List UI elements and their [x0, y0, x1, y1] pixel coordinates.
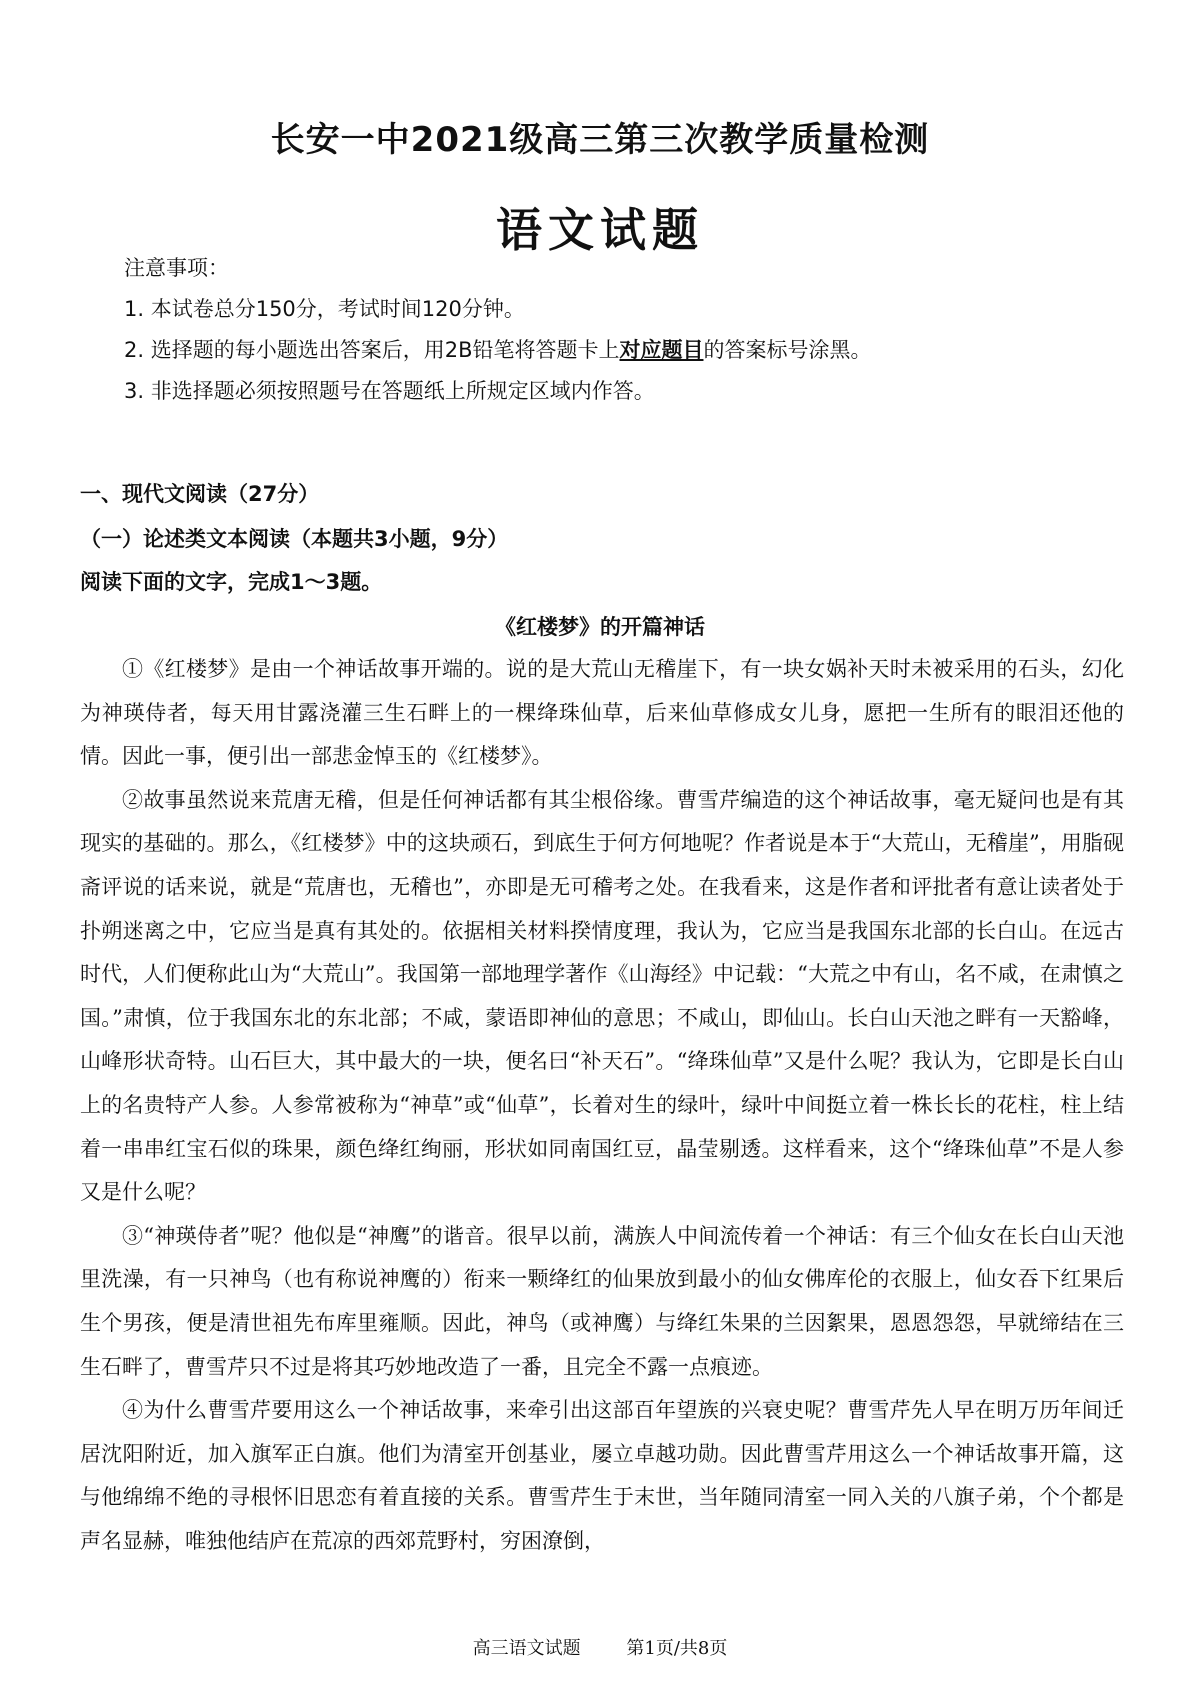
notice-item-2: [124, 330, 1124, 371]
article-paragraph-3: ③“神瑛侍者”呢？他似是“神鹰”的谐音。很早以前，满族人中间流传着一个神话：有三个仙女在长白山天池里洗澡，有一只神鸟（也有称说神鹰的）衔来一颗绛红的仙果放到最小的仙女佛库伦的衣服上，仙女吞下红果后生个男孩，便是清世祖先布库里雍顺。因此，神鸟（或神鹰）与绛红朱果的兰因絮果，恩恩怨怨，早就缔结在三生石畔了，曹雪芹只不过是将其巧妙地改造了一番，且完全不露一点痕迹。: [80, 1223, 1124, 1379]
article-paragraph-1: ①《红楼梦》是由一个神话故事开端的。说的是大荒山无稽崖下，有一块女娲补天时未被采用的石头，幻化为神瑛侍者，每天用甘露浇灌三生石畔上的一棵绛珠仙草，后来仙草修成女儿身，愿把一生所有的眼泪还他的情。因此一事，便引出一部悲金悼玉的《红楼梦》。: [80, 657, 1124, 769]
section-subheading: （一）论述类文本阅读（本题共3小题，9分）: [80, 527, 509, 551]
notice-item-3: 3. 非选择题必须按照题号在答题纸上所规定区域内作答。: [124, 379, 655, 403]
article-paragraph-4: ④为什么曹雪芹要用这么一个神话故事，来牵引出这部百年望族的兴衰史呢？曹雪芹先人早在明万历年间迁居沈阳附近，加入旗军正白旗。他们为清室开创基业，屡立卓越功勋。因此曹雪芹用这么一个神话故事开篇，这与他绵绵不绝的寻根怀旧思恋有着直接的关系。曹雪芹生于末世，当年随同清室一同入关的八旗子弟，个个都是声名显赫，唯独他结庐在荒凉的西郊荒野村，穷困潦倒，: [80, 1398, 1124, 1553]
notice-item-2-text-before: 2. 选择题的每小题选出答案后，用2B铅笔将答题卡上: [124, 338, 620, 362]
notice-item-2-text-after: 的答案标号涂黑。: [703, 338, 872, 362]
notice-item-1: 1. 本试卷总分150分，考试时间120分钟。: [124, 297, 525, 321]
exam-subtitle: 语文试题: [496, 203, 704, 257]
page-footer: [0, 1634, 1200, 1660]
exam-title: 长安一中2021级高三第三次教学质量检测: [270, 120, 930, 160]
notices: [124, 248, 1124, 412]
article-body: [80, 648, 1124, 1563]
article-title: 《红楼梦》的开篇神话: [495, 614, 705, 639]
footer-subject: 高三语文试题: [472, 1638, 581, 1659]
section-heading: 一、现代文阅读（27分）: [80, 482, 320, 506]
notices-heading: 注意事项：: [124, 256, 229, 280]
reading-instruction: 阅读下面的文字，完成1～3题。: [80, 570, 383, 594]
article-paragraph-2: ②故事虽然说来荒唐无稽，但是任何神话都有其尘根俗缘。曹雪芹编造的这个神话故事，毫无疑问也是有其现实的基础的。那么，《红楼梦》中的这块顽石，到底生于何方何地呢？作者说是本于“大荒山，无稽崖”，用脂砚斋评说的话来说，就是“荒唐也，无稽也”，亦即是无可稽考之处。在我看来，这是作者和评批者有意让读者处于扑朔迷离之中，它应当是真有其处的。依据相关材料揆情度理，我认为，它应当是我国东北部的长白山。在远古时代，人们便称此山为“大荒山”。我国第一部地理学著作《山海经》中记载：“大荒之中有山，名不咸，在肃慎之国。”肃慎，位于我国东北的东北部；不咸，蒙语即神仙的意思；不咸山，即仙山。长白山天池之畔有一天豁峰，山峰形状奇特。山石巨大，其中最大的一块，便名曰“补天石”。“绛珠仙草”又是什么呢？我认为，它即是长白山上的名贵特产人参。人参常被称为“神草”或“仙草”，长着对生的绿叶，绿叶中间挺立着一株长长的花柱，柱上结着一串串红宝石似的珠果，颜色绛红绚丽，形状如同南国红豆，晶莹剔透。这样看来，这个“绛珠仙草”不是人参又是什么呢？: [80, 787, 1124, 1205]
notice-item-2-emphasis: 对应题目: [619, 338, 704, 362]
footer-page-number: 第1页/共8页: [626, 1638, 728, 1659]
